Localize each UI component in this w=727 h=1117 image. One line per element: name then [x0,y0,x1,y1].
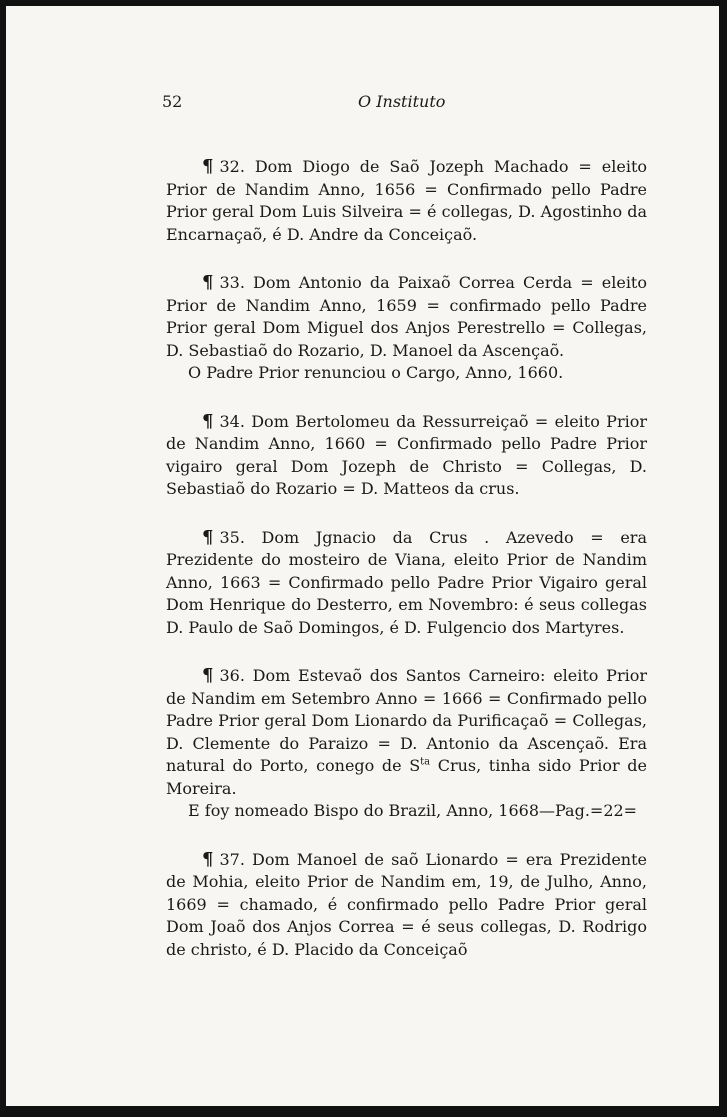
entry-33-text [166,272,647,362]
page-header [6,92,719,114]
entry-37-text [166,849,647,962]
paragraph-mark-icon: ¶ [202,848,214,870]
entry-32-text [166,156,647,246]
entry-33-note: O Padre Prior renunciou o Cargo, Anno, 1660. [188,363,564,382]
paragraph-mark-icon: ¶ [202,272,214,293]
entry-36 [166,665,647,823]
entry-36-text [166,665,647,800]
paragraph-mark-icon: ¶ [202,665,214,686]
entry-35-body: 35. Dom Jgnacio da Crus . Azevedo = era Prezidente do mosteiro de Viana, eleito Prior de Nandim Anno, 1663 = Confirmado pello Padre Prior Vigairo geral Dom Henrique do Desterro, em Novembro: é seus collegas D. Paulo de Saõ Domingos, é D. Fulgencio dos Martyres. [166,527,647,637]
paragraph-mark-icon: ¶ [202,526,214,548]
entry-33-body: 33. Dom Antonio da Paixaõ Correa Cerda = eleito Prior de Nandim Anno, 1659 = confirmado pello Padre Prior geral Dom Miguel dos Anjos Perestrello = Collegas, D. Sebastiaõ do Rozario, D. Manoel da Ascençaõ. [166,273,647,360]
entry-32-body: 32. Dom Diogo de Saõ Jozeph Machado = eleito Prior de Nandim Anno, 1656 = Confirmado pello Padre Prior geral Dom Luis Silveira = é collegas, D. Agostinho da Encarnaçaõ, é D. Andre da Conceiçaõ. [166,157,647,244]
entry-34 [166,411,647,501]
entry-34-text [166,411,647,501]
page-number: 52 [162,92,183,111]
entry-33 [166,272,647,385]
paragraph-mark-icon: ¶ [202,410,214,432]
entry-36-note: E foy nomeado Bispo do Brazil, Anno, 1668—Pag.=22= [188,801,638,820]
entry-34-body: 34. Dom Bertolomeu da Ressurreiçaõ = eleito Prior de Nandim Anno, 1660 = Confirmado pello Padre Prior vigairo geral Dom Jozeph de Christo = Collegas, D. Sebastiaõ do Rozario = D. Matteos da crus. [166,411,647,498]
entry-36-body-end: Crus, tinha sido Prior de Moreira. [166,756,647,798]
entry-37-body: 37. Dom Manoel de saõ Lionardo = era Prezidente de Mohia, eleito Prior de Nandim em, 19, de Julho, Anno, 1669 = chamado, é confirmado pello Padre Prior geral Dom Joaõ dos Anjos Correa = é seus collegas, D. Rodrigo de christo, é D. Placido da Conceiçaõ [166,849,647,959]
paragraph-mark-icon: ¶ [202,156,214,177]
entry-36-superscript: ta [420,756,431,768]
entry-35-text [166,527,647,640]
entry-32 [166,156,647,246]
page-body [166,156,647,987]
entry-37 [166,849,647,962]
entry-35 [166,527,647,640]
running-title: O Instituto [358,92,446,111]
entry-36-body-start: 36. Dom Estevaõ dos Santos Carneiro: eleito Prior de Nandim em Setembro Anno = 1666 = Confirmado pello Padre Prior geral Dom Lionardo da Purificaçaõ = Collegas, D. Clemente do Paraizo = D. Antonio da Ascençaõ. Era natural do Porto, conego de S [166,666,647,775]
book-page [6,6,719,1106]
